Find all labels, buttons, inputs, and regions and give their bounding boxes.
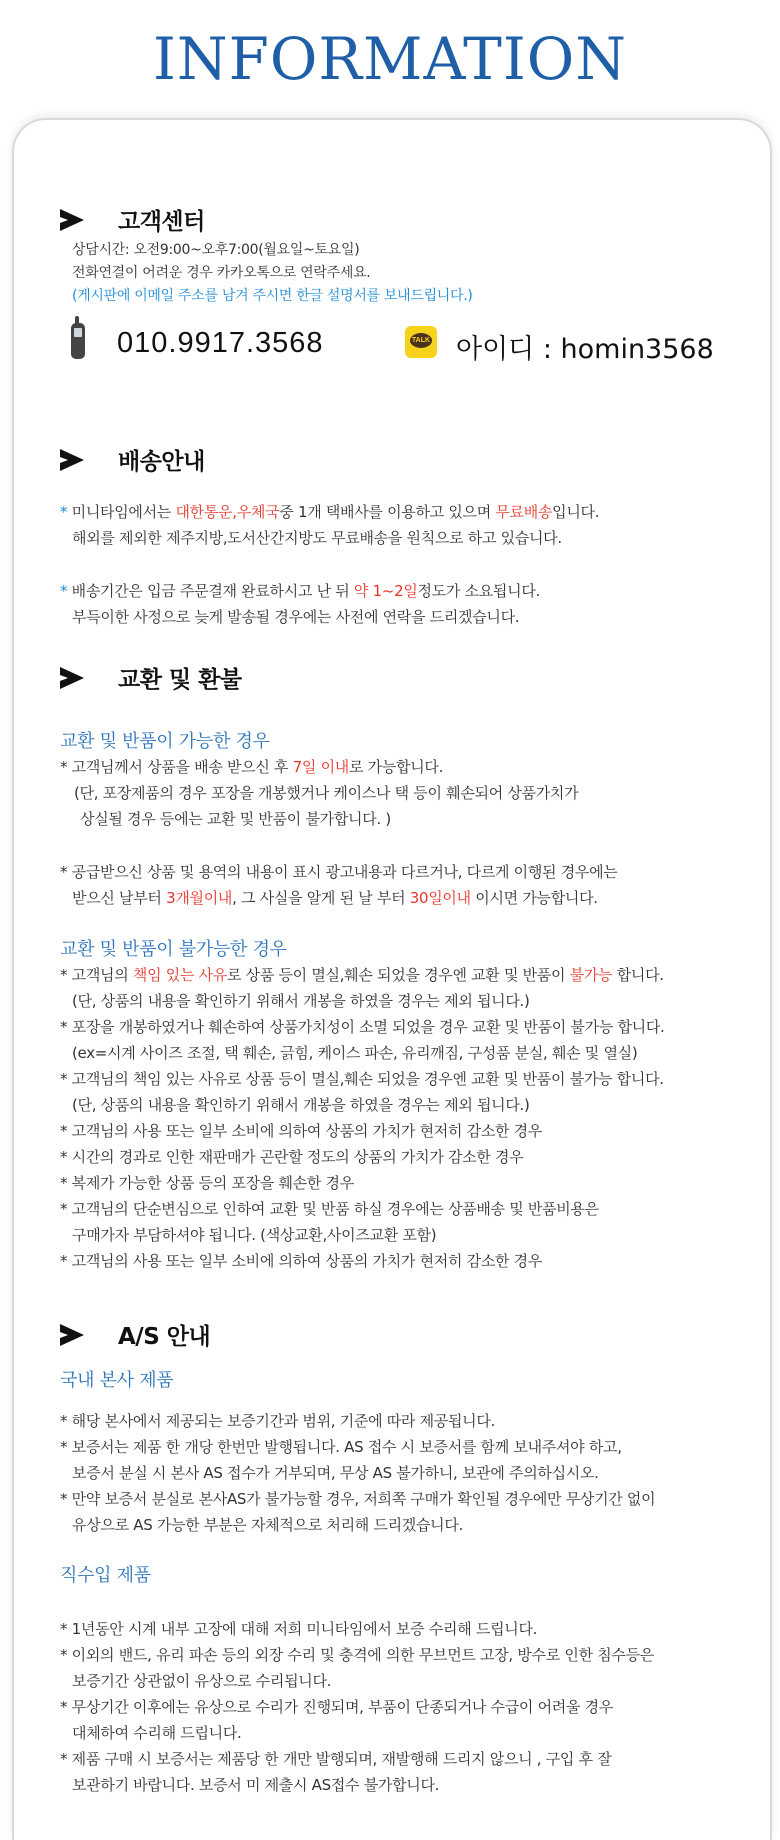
section-title: 고객센터 [118,209,205,235]
exchange-line: 상실될 경우 등에는 교환 및 반품이 불가합니다. ) [80,810,391,828]
exchange-line: 받으신 날부터 3개월이내, 그 사실을 알게 된 날 부터 30일이내 이시면 가능합니다. [72,889,598,907]
subsection-title: 교환 및 반품이 불가능한 경우 [60,939,287,960]
section-title: A/S 안내 [118,1324,211,1350]
subsection-title: 교환 및 반품이 가능한 경우 [60,731,270,752]
as-line: 보관하기 바랍니다. 보증서 미 제출시 AS접수 불가합니다. [72,1776,440,1794]
as-line: 보증기간 상관없이 유상으로 수리됩니다. [72,1672,332,1690]
kakao-id[interactable]: 아이디 : homin3568 [456,334,714,365]
exchange-line: * 고객님의 사용 또는 일부 소비에 의하여 상품의 가치가 현저히 감소한 경우 [60,1122,543,1140]
as-line: * 1년동안 시계 내부 고장에 대해 저희 미니타임에서 보증 수리해 드립니다. [60,1620,538,1638]
as-line: * 만약 보증서 분실로 본사AS가 불가능할 경우, 저희쪽 구매가 확인될 경우에만 무상기간 없이 [60,1490,656,1508]
section-title: 배송안내 [118,449,205,475]
exchange-line: * 포장을 개봉하였거나 훼손하여 상품가치성이 소멸 되었을 경우 교환 및 반품이 불가능 합니다. [60,1018,665,1036]
exchange-line: (단, 포장제품의 경우 포장을 개봉했거나 케이스나 택 등이 훼손되어 상품가치가 [74,784,579,802]
delivery-line: 부득이한 사정으로 늦게 발송될 경우에는 사전에 연락을 드리겠습니다. [72,608,520,626]
section-header-as [60,1318,210,1351]
arrow-right-icon [60,449,84,471]
kakaotalk-icon [405,326,437,362]
exchange-line: (단, 상품의 내용을 확인하기 위해서 개봉을 하였을 경우는 제외 됩니다.) [72,1096,530,1114]
section-header-delivery [60,443,205,476]
exchange-line: * 고객님께서 상품을 배송 받으신 후 7일 이내로 가능합니다. [60,758,444,776]
kakao-label: TALK [410,333,432,348]
exchange-line: * 복제가 가능한 상품 등의 포장을 훼손한 경우 [60,1174,354,1192]
exchange-line: * 고객님의 단순변심으로 인하여 교환 및 반품 하실 경우에는 상품배송 및 반품비용은 [60,1200,599,1218]
subsection-title: 직수입 제품 [60,1565,151,1586]
exchange-line: * 고객님의 책임 있는 사유로 상품 등이 멸실,훼손 되었을 경우엔 교환 및 반품이 불가능 합니다. [60,1070,664,1088]
as-line: * 무상기간 이후에는 유상으로 수리가 진행되며, 부품이 단종되거나 수급이 어려울 경우 [60,1698,614,1716]
board-note-text: (게시판에 이메일 주소를 남겨 주시면 한글 설명서를 보내드립니다.) [72,288,473,304]
section-title: 교환 및 환불 [118,667,242,693]
exchange-line: * 시간의 경과로 인한 재판매가 곤란할 정도의 상품의 가치가 감소한 경우 [60,1148,524,1166]
arrow-right-icon [60,667,84,689]
delivery-line: * 배송기간은 입금 주문결재 완료하시고 난 뒤 약 1~2일정도가 소요됩니다. [60,582,540,600]
page-title: INFORMATION [152,25,628,93]
kakao-note-text: 전화연결이 어려운 경우 카카오톡으로 연락주세요. [72,265,371,281]
phone-icon [71,323,85,363]
as-line: 대체하여 수리해 드립니다. [72,1724,242,1742]
as-line: 보증서 분실 시 본사 AS 접수가 거부되며, 무상 AS 불가하니, 보관에 주의하십시오. [72,1464,599,1482]
arrow-right-icon [60,209,84,231]
as-line: * 보증서는 제품 한 개당 한번만 발행됩니다. AS 접수 시 보증서를 함께 보내주셔야 하고, [60,1438,622,1456]
delivery-line: * 미니타임에서는 대한통운,우체국중 1개 택배사를 이용하고 있으며 무료배송입니다. [60,503,600,521]
hours-text: 상담시간: 오전9:00~오후7:00(월요일~토요일) [72,242,360,258]
exchange-line: (ex=시계 사이즈 조절, 택 훼손, 긁힘, 케이스 파손, 유리깨짐, 구성품 분실, 훼손 및 열실) [72,1044,638,1062]
exchange-line: * 공급받으신 상품 및 용역의 내용이 표시 광고내용과 다르거나, 다르게 이행된 경우에는 [60,863,618,881]
delivery-line: 해외를 제외한 제주지방,도서산간지방도 무료배송을 원칙으로 하고 있습니다. [72,529,562,547]
exchange-line: 구매가자 부담하셔야 됩니다. (색상교환,사이즈교환 포함) [72,1226,437,1244]
phone-number[interactable]: 010.9917.3568 [117,327,324,359]
as-line: * 해당 본사에서 제공되는 보증기간과 범위, 기준에 따라 제공됩니다. [60,1412,496,1430]
as-line: * 제품 구매 시 보증서는 제품당 한 개만 발행되며, 재발행해 드리지 않으니 , 구입 후 잘 [60,1750,612,1768]
exchange-line: * 고객님의 사용 또는 일부 소비에 의하여 상품의 가치가 현저히 감소한 경우 [60,1252,543,1270]
exchange-line: * 고객님의 책임 있는 사유로 상품 등이 멸실,훼손 되었을 경우엔 교환 및 반품이 불가능 합니다. [60,966,664,984]
exchange-line: (단, 상품의 내용을 확인하기 위해서 개봉을 하였을 경우는 제외 됩니다.) [72,992,530,1010]
as-line: 유상으로 AS 가능한 부분은 자체적으로 처리해 드리겠습니다. [72,1516,464,1534]
as-line: * 이외의 밴드, 유리 파손 등의 외장 수리 및 충격에 의한 무브먼트 고장, 방수로 인한 침수등은 [60,1646,655,1664]
section-header-customer-center [60,203,205,236]
subsection-title: 국내 본사 제품 [60,1370,174,1391]
arrow-right-icon [60,1324,84,1346]
section-header-exchange [60,661,242,694]
